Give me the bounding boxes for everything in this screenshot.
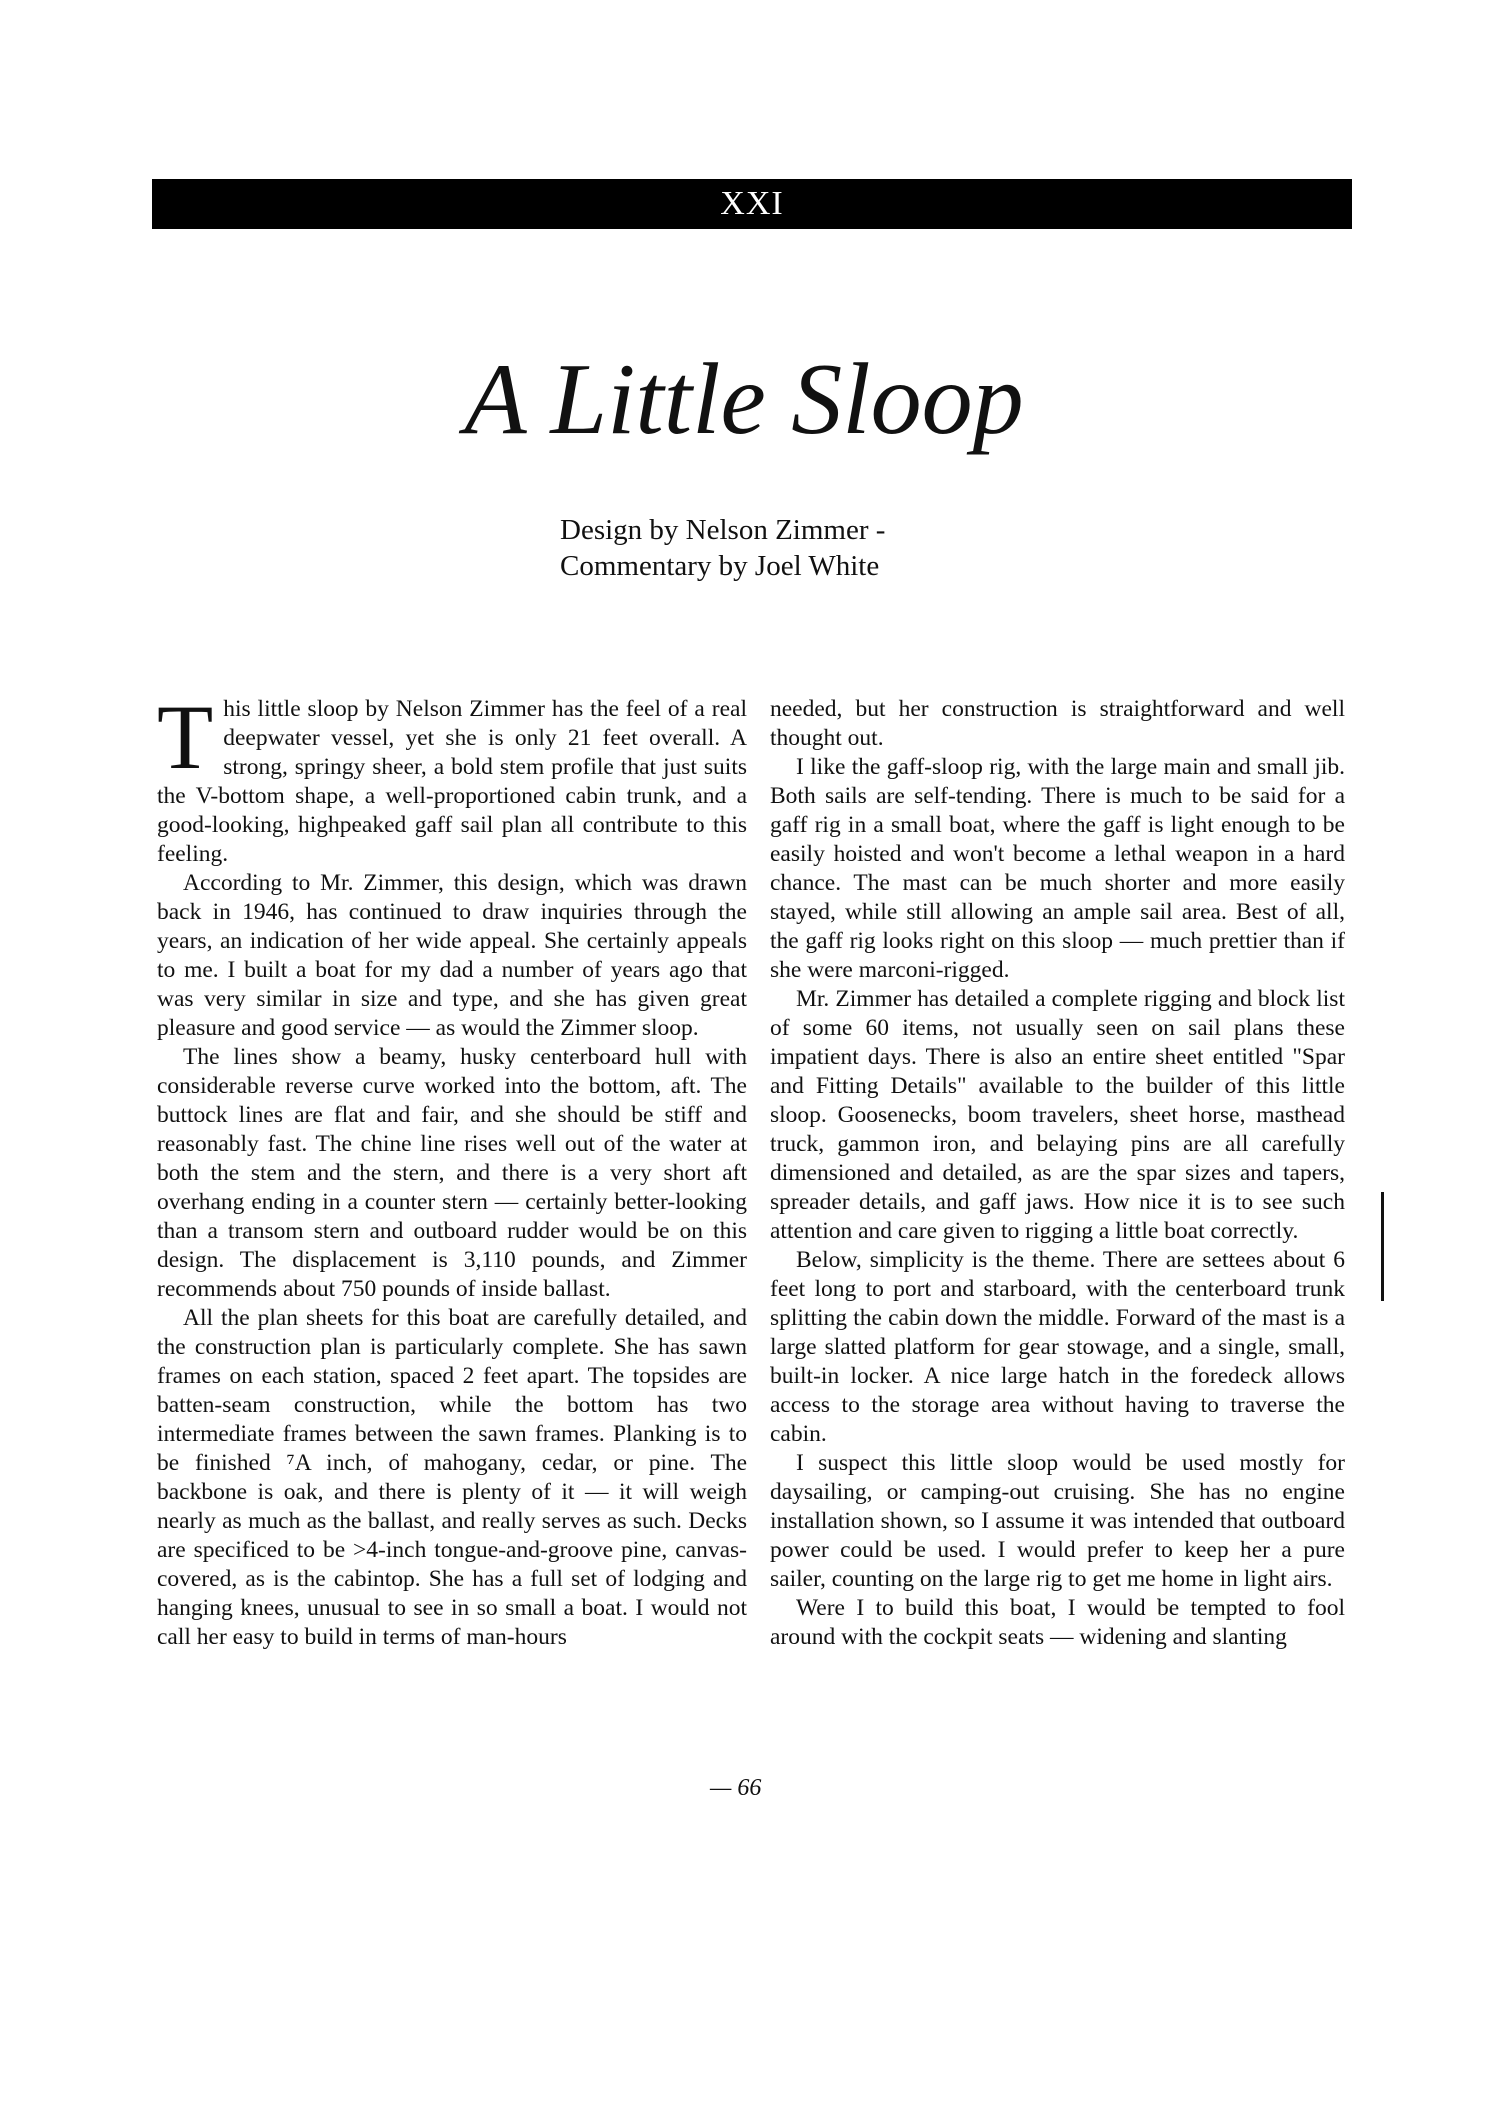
body-paragraph bbox=[157, 686, 747, 869]
chapter-number-bar bbox=[152, 179, 1352, 229]
chapter-number: XXI bbox=[720, 185, 784, 222]
byline-designer: Design by Nelson Zimmer - bbox=[560, 514, 886, 546]
body-paragraph: The lines show a beamy, husky centerboard hull with considerable reverse curve worked into the bottom, aft. The buttock lines are flat and fair, and she should be stiff and reasonably fast. The chine line rises well out of the water at both the stem and the stern, and there is a very short aft overhang ending in a counter stern — certainly better-looking than a transom stern and outboard rudder would be on this design. The displacement is 3,110 pounds, and Zimmer recommends about 750 pounds of inside ballast. bbox=[157, 1044, 747, 1302]
body-paragraph: All the plan sheets for this boat are carefully detailed, and the construction plan is particularly complete. She has sawn frames on each station, spaced 2 feet apart. The topsides are batten-seam construction, while the bottom has two intermediate frames between the sawn frames. Planking is to be finished ⁷A inch, of mahogany, cedar, or pine. The backbone is oak, and there is plenty of it — it will weigh nearly as much as the ballast, and really serves as such. Decks are specificed to be >4-inch tongue-and-groove pine, canvas-covered, as is the cabintop. She has a full set of lodging and hanging knees, unusual to see in so small a boat. I would not call her easy to build in terms of man-hours bbox=[157, 1305, 747, 1650]
paragraph-text: his little sloop by Nelson Zimmer has the feel of a real deepwater vessel, yet she is only 21 feet overall. A strong, springy sheer, a bold stem profile that just suits the V-bottom shape, a well-proportioned cabin trunk, and a good-looking, highpeaked gaff sail plan all contribute to this feeling. bbox=[157, 696, 747, 867]
body-paragraph: I suspect this little sloop would be used mostly for daysailing, or camping-out cruising. She has no engine installation shown, so I assume it was intended that outboard power could be used. I would prefer to keep her a pure sailer, counting on the large rig to get me home in light airs. bbox=[770, 1450, 1345, 1592]
body-paragraph: Below, simplicity is the theme. There are settees about 6 feet long to port and starboard, with the centerboard trunk splitting the cabin down the middle. Forward of the mast is a large slatted platform for gear stowage, and a single, small, built-in locker. A nice large hatch in the foredeck allows access to the storage area without having to traverse the cabin. bbox=[770, 1247, 1345, 1447]
drop-cap: T bbox=[157, 686, 214, 788]
body-paragraph: Mr. Zimmer has detailed a complete rigging and block list of some 60 items, not usually seen on sail plans these impatient days. There is also an entire sheet entitled "Spar and Fitting Details" available to the builder of this little sloop. Goosenecks, boom travelers, sheet horse, masthead truck, gammon iron, and belaying pins are all carefully dimensioned and detailed, as are the spar sizes and tapers, spreader details, and gaff jaws. How nice it is to see such attention and care given to rigging a little boat correctly. bbox=[770, 986, 1345, 1244]
page-number: — 66 bbox=[710, 1775, 762, 1801]
byline-commentator: Commentary by Joel White bbox=[560, 550, 880, 582]
body-paragraph: Were I to build this boat, I would be tempted to fool around with the cockpit seats — widening and slanting bbox=[770, 1595, 1345, 1650]
article-title: A Little Sloop bbox=[464, 343, 1024, 456]
right-column bbox=[770, 695, 1345, 1652]
left-column bbox=[157, 686, 747, 1652]
body-paragraph: According to Mr. Zimmer, this design, which was drawn back in 1946, has continued to draw inquiries through the years, an indication of her wide appeal. She certainly appeals to me. I built a boat for my dad a number of years ago that was very similar in size and type, and she has given great pleasure and good service — as would the Zimmer sloop. bbox=[157, 870, 747, 1041]
continued-paragraph: needed, but her construction is straightforward and well thought out. bbox=[770, 696, 1345, 751]
byline bbox=[560, 512, 980, 584]
margin-change-bar bbox=[1381, 1192, 1384, 1301]
body-paragraph: I like the gaff-sloop rig, with the large main and small jib. Both sails are self-tending. There is much to be said for a gaff rig in a small boat, where the gaff is light enough to be easily hoisted and won't become a lethal weapon in a hard chance. The mast can be much shorter and more easily stayed, while still allowing an ample sail area. Best of all, the gaff rig looks right on this sloop — much prettier than if she were marconi-rigged. bbox=[770, 754, 1345, 983]
